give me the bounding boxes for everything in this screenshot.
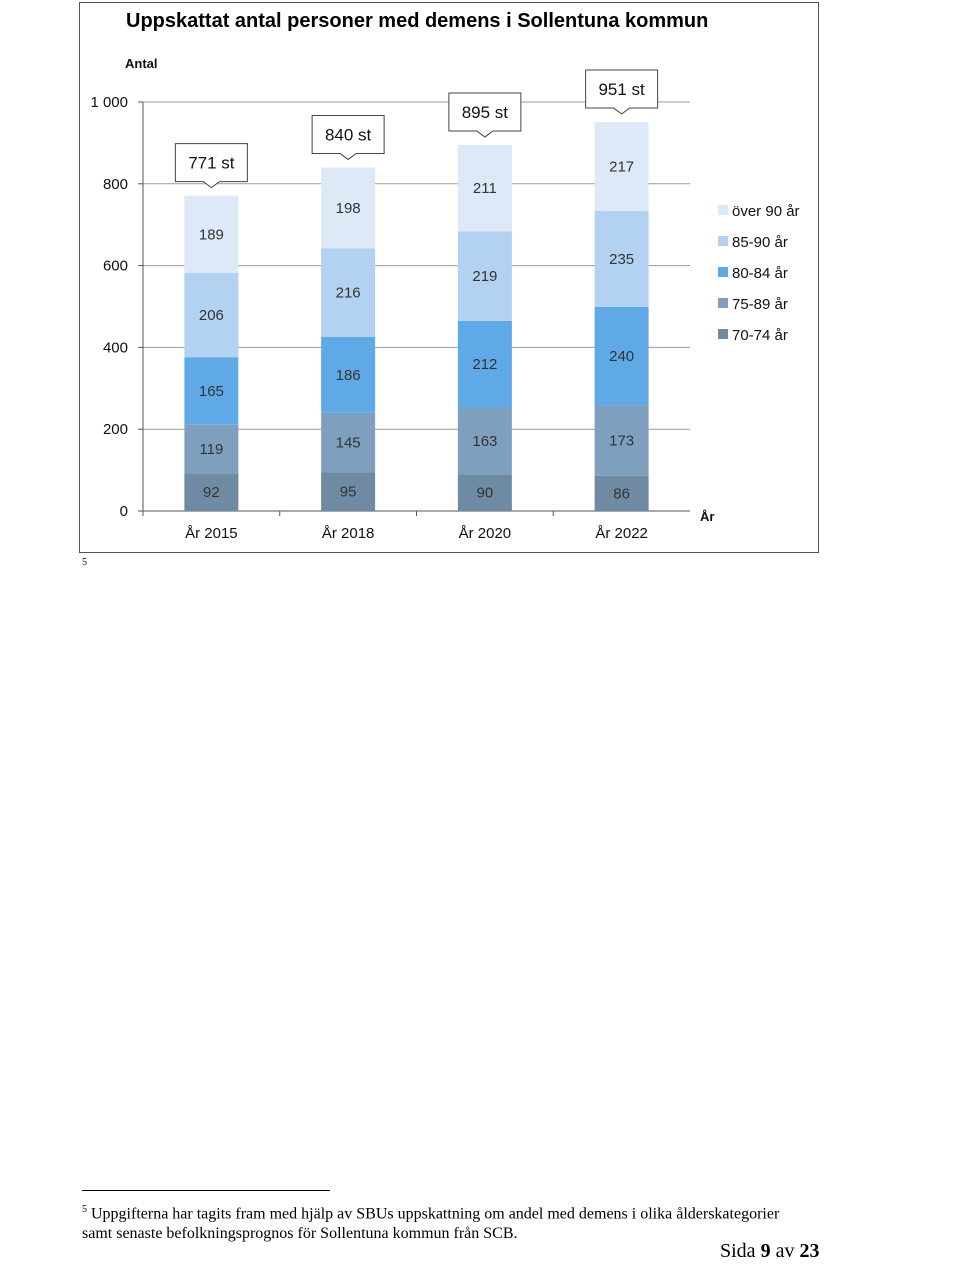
- data-label: 217: [609, 158, 635, 176]
- y-axis-title: Antal: [125, 56, 158, 71]
- page-prefix: Sida: [720, 1240, 756, 1262]
- page-current: 9: [760, 1240, 771, 1262]
- page-separator: av: [775, 1240, 795, 1262]
- data-label: 173: [609, 432, 635, 450]
- data-label: 92: [203, 484, 220, 502]
- legend-swatch: [718, 329, 728, 339]
- total-label: 951 st: [598, 80, 645, 100]
- data-label: 145: [335, 434, 361, 452]
- footnote-text: Uppgifterna har tagits fram med hjälp av SBUs uppskattning om andel med demens i olika ålderskategorier samt senaste befolkningsprognos för Sollentuna kommun från SCB.: [82, 1205, 780, 1243]
- chart-title: Uppskattat antal personer med demens i Sollentuna kommun: [126, 10, 709, 32]
- footnote: [82, 1200, 782, 1244]
- data-label: 186: [335, 366, 361, 384]
- legend-label: 75-89 år: [732, 296, 788, 313]
- legend-swatch: [718, 267, 728, 277]
- y-tick-label: 600: [102, 257, 128, 275]
- data-label: 240: [609, 347, 635, 365]
- y-tick-label: 0: [119, 503, 128, 520]
- data-label: 95: [339, 483, 357, 501]
- footnote-reference-marker: 5: [82, 557, 87, 568]
- y-tick-label: 400: [102, 339, 128, 357]
- y-tick-label: 800: [102, 175, 128, 193]
- y-tick-label: 1 000: [90, 94, 128, 111]
- data-label: 189: [198, 226, 224, 244]
- x-axis-title: År: [700, 509, 715, 524]
- total-label: 771 st: [188, 153, 235, 173]
- stacked-bar-chart: [0, 0, 960, 560]
- data-label: 163: [472, 432, 498, 450]
- data-label: 216: [335, 284, 361, 302]
- category-label: År 2015: [185, 525, 238, 542]
- data-label: 198: [335, 199, 361, 217]
- footnote-marker: 5: [82, 1204, 87, 1215]
- legend-swatch: [718, 236, 728, 246]
- y-tick-label: 200: [102, 421, 128, 439]
- total-label: 895 st: [461, 102, 509, 122]
- data-label: 235: [609, 250, 635, 268]
- data-label: 219: [472, 268, 498, 286]
- page-number: [720, 1240, 819, 1263]
- category-label: År 2020: [458, 525, 512, 542]
- data-label: 119: [199, 441, 224, 459]
- legend-label: 70-74 år: [732, 327, 788, 344]
- data-label: 86: [613, 485, 630, 503]
- legend-label: över 90 år: [732, 203, 800, 220]
- data-label: 211: [472, 180, 497, 198]
- footnote-divider: [82, 1190, 330, 1191]
- data-label: 206: [198, 307, 224, 325]
- data-label: 165: [198, 382, 224, 400]
- data-label: 90: [476, 484, 494, 502]
- page-total: 23: [799, 1240, 820, 1262]
- category-label: År 2018: [321, 525, 375, 542]
- category-label: År 2022: [595, 525, 648, 542]
- data-label: 212: [472, 356, 498, 374]
- legend-label: 80-84 år: [732, 265, 788, 282]
- legend-swatch: [718, 298, 728, 308]
- legend-swatch: [718, 205, 728, 215]
- legend-label: 85-90 år: [732, 234, 788, 251]
- total-label: 840 st: [324, 125, 372, 145]
